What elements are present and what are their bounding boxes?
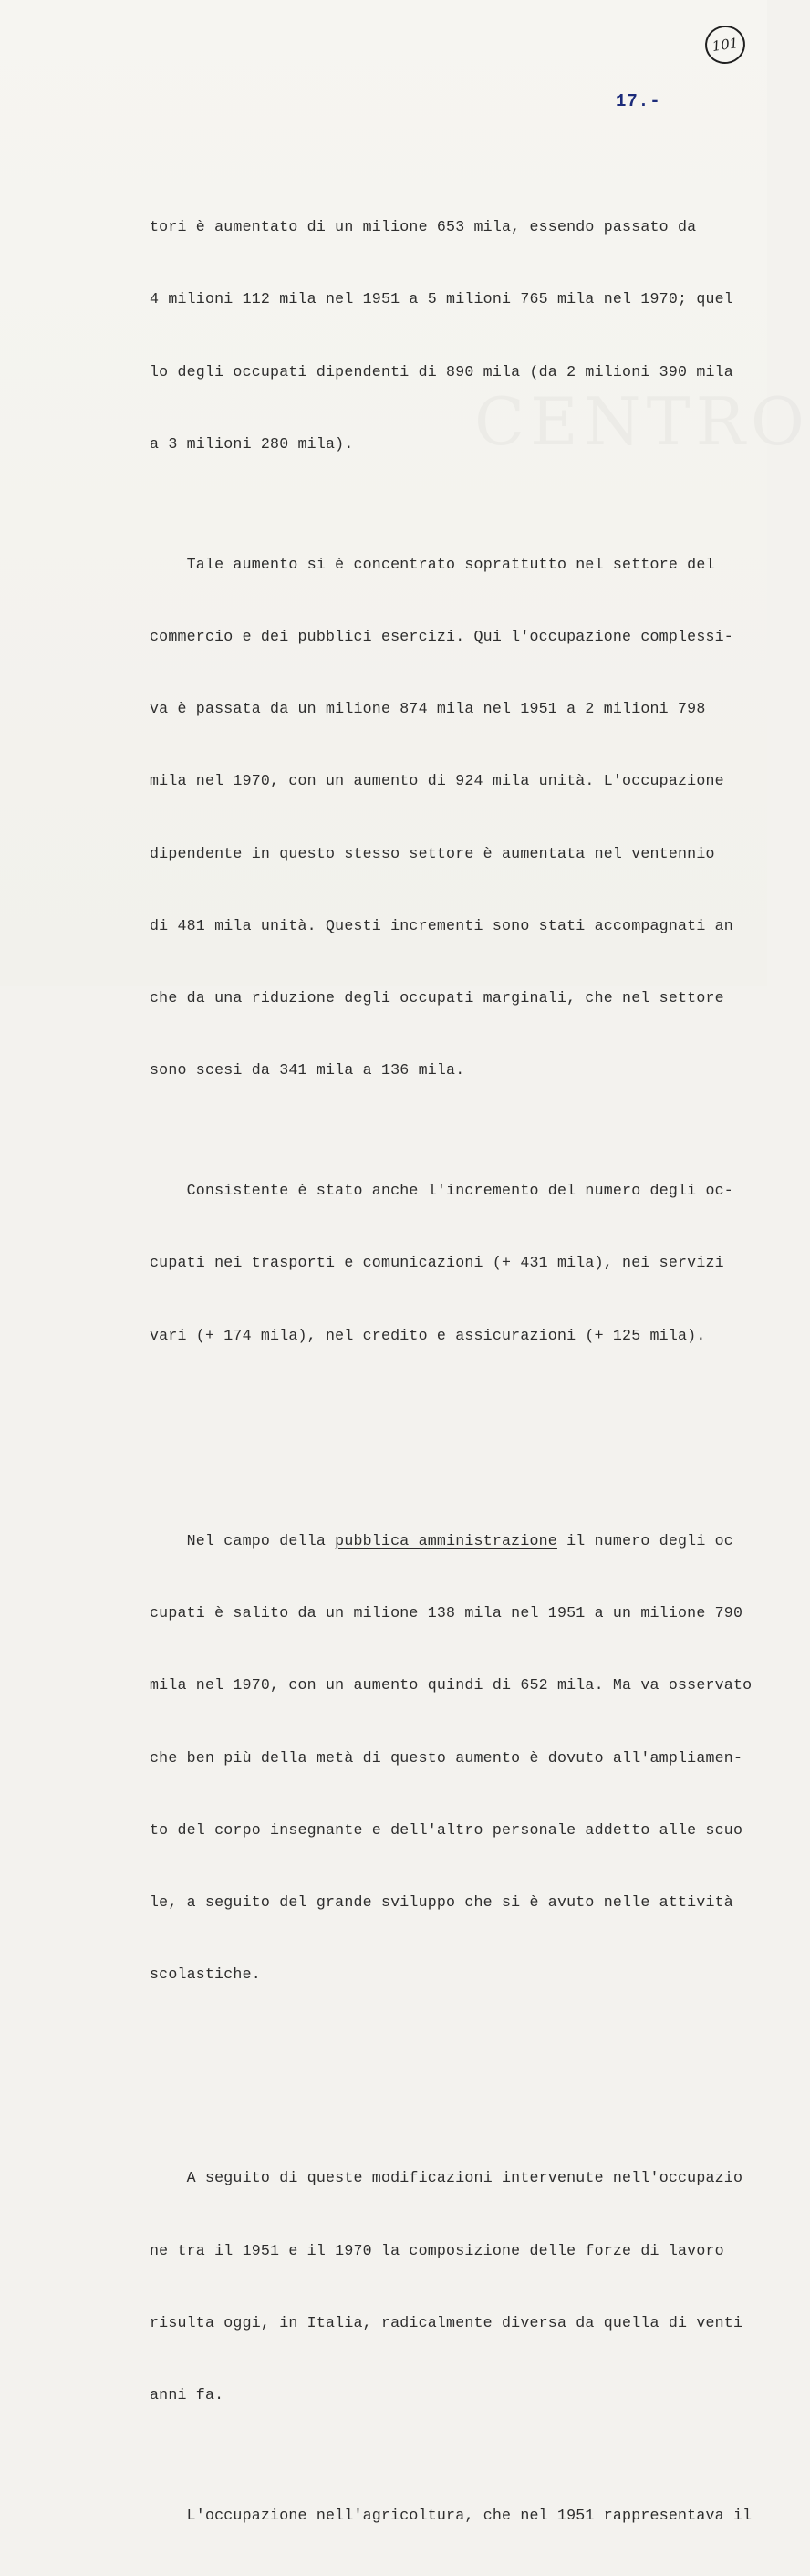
- text-line: lo degli occupati dipendenti di 890 mila (da 2 milioni 390 mila: [150, 362, 733, 381]
- show-through-text: CENTRO: [474, 383, 810, 460]
- text-fragment: A seguito di queste modificazioni intervenute nell'occupazio: [186, 2169, 743, 2187]
- underlined-phrase: composizione delle forze di lavoro: [409, 2241, 724, 2259]
- text-line: [150, 1179, 752, 1203]
- text-line: le, a seguito del grande sviluppo che si è avuto nelle attività: [150, 1893, 733, 1911]
- paragraph-gap: [150, 2060, 752, 2070]
- text-line: cupati nei trasporti e comunicazioni (+ 431 mila), nei servizi: [150, 1254, 724, 1272]
- text-fragment: Consistente è stato anche l'incremento del numero degli oc-: [186, 1182, 733, 1200]
- text-fragment: Tale aumento si è concentrato soprattutto nel settore del: [186, 555, 715, 573]
- text-line: [150, 2166, 752, 2190]
- text-line: sono scesi da 341 mila a 136 mila.: [150, 1061, 465, 1079]
- text-line: che ben più della metà di questo aumento è dovuto all'ampliamen-: [150, 1748, 743, 1767]
- text-line: to del corpo insegnante e dell'altro personale addetto alle scuo: [150, 1820, 743, 1839]
- text-line: a 3 milioni 280 mila).: [150, 434, 354, 453]
- text-line: vari (+ 174 mila), nel credito e assicurazioni (+ 125 mila).: [150, 1326, 706, 1344]
- text-line: scolastiche.: [150, 1966, 261, 1984]
- text-line: [150, 2239, 752, 2263]
- underlined-phrase: pubblica amministrazione: [335, 1531, 557, 1549]
- text-fragment: il numero degli oc: [556, 1531, 733, 1549]
- text-line: risulta oggi, in Italia, radicalmente diversa da quella di venti: [150, 2313, 743, 2331]
- text-fragment: ne tra il 1951 e il 1970 la: [150, 2241, 410, 2259]
- text-line: [150, 553, 752, 577]
- archive-stamp: 101: [702, 23, 747, 67]
- text-line: va è passata da un milione 874 mila nel 1951 a 2 milioni 798: [150, 700, 706, 718]
- text-line: [150, 2504, 752, 2528]
- text-line: 4 milioni 112 mila nel 1951 a 5 milioni 765 mila nel 1970; quel: [150, 290, 733, 308]
- text-line: mila nel 1970, con un aumento di 924 mila unità. L'occupazione: [150, 772, 724, 790]
- body-text: [150, 143, 752, 2576]
- text-line: anni fa.: [150, 2385, 224, 2404]
- paragraph-gap: [150, 1420, 752, 1433]
- text-line: dipendente in questo stesso settore è aumentata nel ventennio: [150, 844, 715, 862]
- page-number: 17.-: [616, 91, 661, 111]
- text-line: commercio e dei pubblici esercizi. Qui l'occupazione complessi-: [150, 628, 733, 646]
- text-line: tori è aumentato di un milione 653 mila, essendo passato da: [150, 218, 697, 236]
- text-fragment: Nel campo della: [186, 1531, 336, 1549]
- text-line: cupati è salito da un milione 138 mila nel 1951 a un milione 790: [150, 1604, 743, 1622]
- text-fragment: L'occupazione nell'agricoltura, che nel 1951 rappresentava il: [186, 2507, 753, 2524]
- text-line: che da una riduzione degli occupati marginali, che nel settore: [150, 989, 724, 1007]
- text-line: di 481 mila unità. Questi incrementi sono stati accompagnati an: [150, 916, 733, 934]
- text-line: mila nel 1970, con un aumento quindi di 652 mila. Ma va osservato: [150, 1676, 753, 1695]
- text-line: [150, 1529, 752, 1553]
